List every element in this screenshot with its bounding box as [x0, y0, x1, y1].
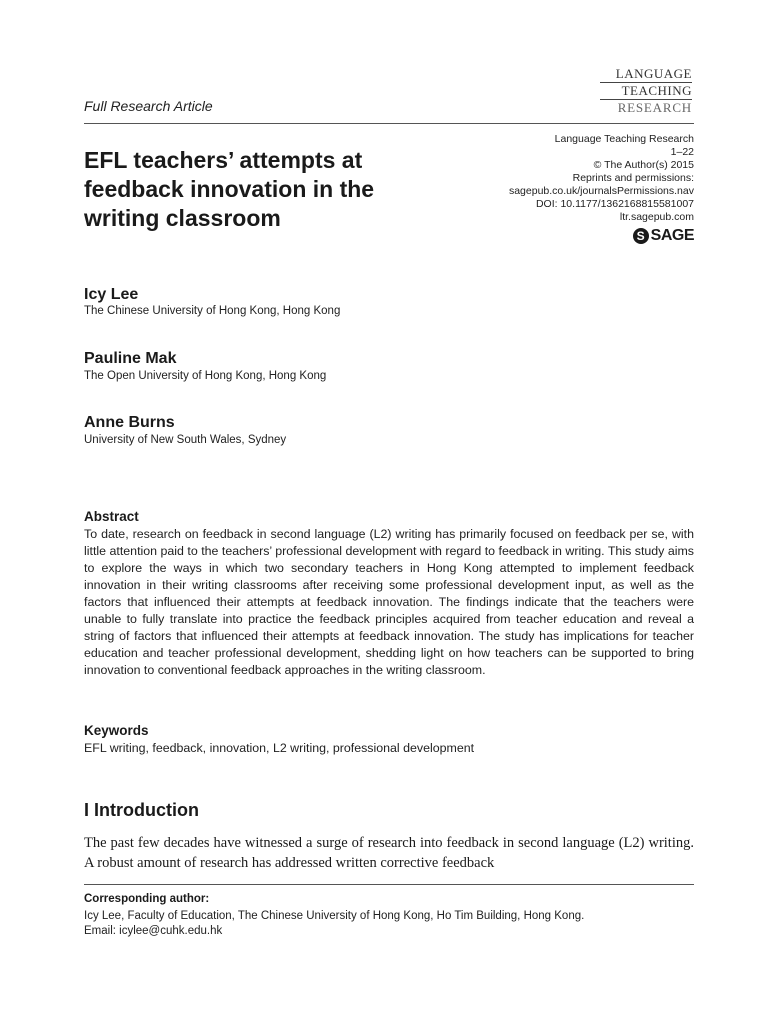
author-name: Pauline Mak: [84, 350, 177, 367]
copyright: © The Author(s) 2015: [593, 159, 694, 171]
introduction-heading: I Introduction: [84, 800, 199, 820]
reprints-label: Reprints and permissions:: [572, 172, 694, 184]
introduction-text: The past few decades have witnessed a surge of research into feedback in second language (L2) writing. A robust amount of research has addressed written corrective feedback: [84, 835, 694, 871]
article-type: Full Research Article: [84, 98, 213, 114]
author-affiliation: University of New South Wales, Sydney: [84, 434, 287, 446]
sage-logo: [633, 227, 694, 245]
journal-logo: [600, 66, 692, 115]
title-line: writing classroom: [84, 205, 281, 231]
journal-logo-line1: LANGUAGE: [600, 66, 692, 83]
abstract-text: To date, research on feedback in second language (L2) writing has primarily focused on feedback per se, with little attention paid to the teachers’ professional development with regard to feedback in writing. This study aims to explore the ways in which two secondary teachers in Hong Kong attempted to implement feedback innovation in their writing classrooms after receiving some professional development input, as well as the factors that influenced their attempts at feedback innovation. The findings indicate that the teachers were unable to fully translate into practice the feedback principles acquired from teacher education and reveal a string of factors that influenced their attempts at feedback innovation. The study has implications for teacher education and teacher professional development, shedding light on how teachers can be supported to bring innovation to conventional feedback approaches in the writing classroom.: [84, 527, 694, 677]
author-affiliation: The Chinese University of Hong Kong, Hong Kong: [84, 305, 341, 317]
corresponding-author-address: Icy Lee, Faculty of Education, The Chinese University of Hong Kong, Ho Tim Building, Hong Kong.: [84, 910, 585, 922]
header-divider: [84, 123, 694, 124]
journal-logo-line3: RESEARCH: [617, 100, 692, 115]
corresponding-author-email[interactable]: Email: icylee@cuhk.edu.hk: [84, 925, 223, 937]
journal-site-link[interactable]: ltr.sagepub.com: [619, 211, 694, 223]
journal-logo-line2: TEACHING: [600, 83, 692, 100]
publication-meta: [454, 133, 694, 224]
title-line: EFL teachers’ attempts at: [84, 147, 363, 173]
author-name: Icy Lee: [84, 286, 139, 303]
abstract-heading: Abstract: [84, 509, 139, 524]
sage-mark-icon: S: [633, 228, 649, 244]
corresponding-author-details: [84, 909, 584, 939]
author-affiliation: The Open University of Hong Kong, Hong Kong: [84, 370, 327, 382]
corresponding-author-heading: Corresponding author:: [84, 893, 210, 905]
doi[interactable]: DOI: 10.1177/1362168815581007: [535, 198, 694, 210]
permissions-link[interactable]: sagepub.co.uk/journalsPermissions.nav: [508, 185, 694, 197]
keywords-text: EFL writing, feedback, innovation, L2 writing, professional development: [84, 741, 475, 755]
title-line: feedback innovation in the: [84, 176, 375, 202]
journal-name: Language Teaching Research: [554, 133, 694, 145]
sage-wordmark: SAGE: [650, 227, 694, 244]
author-name: Anne Burns: [84, 414, 175, 431]
footnote-divider: [84, 884, 694, 885]
article-title: [84, 146, 484, 233]
page-range: 1–22: [670, 146, 694, 158]
keywords-heading: Keywords: [84, 723, 149, 738]
